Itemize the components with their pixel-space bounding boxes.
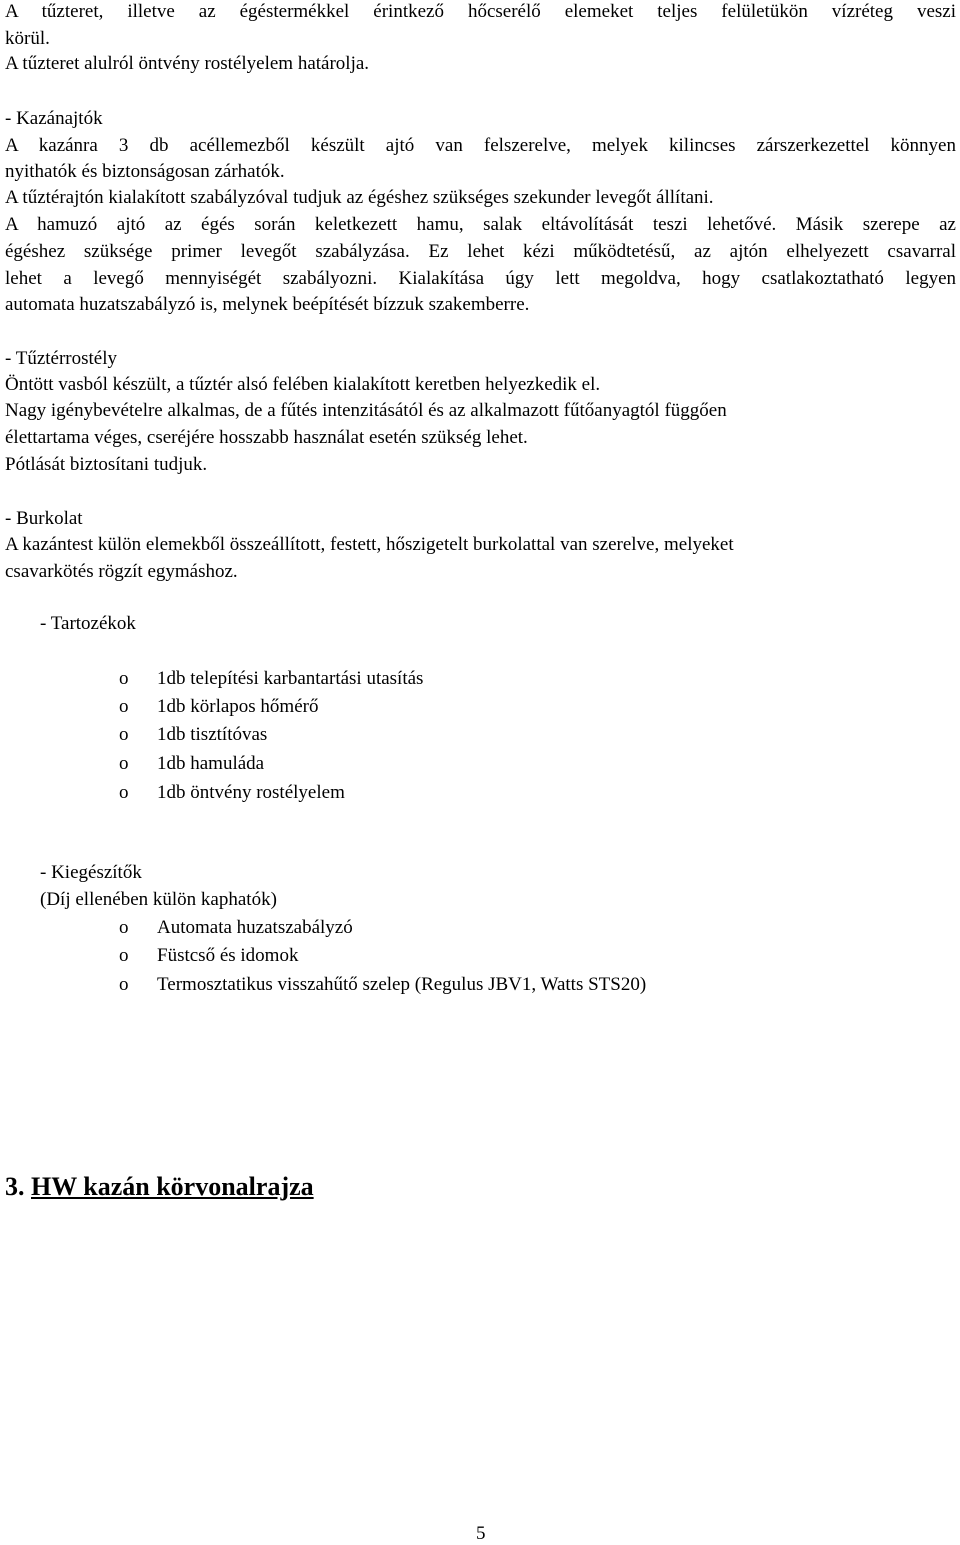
kazanajtok-heading: - Kazánajtók	[5, 108, 103, 129]
kiegeszitok-heading: - Kiegészítők	[40, 862, 142, 883]
list-item: Termosztatikus visszahűtő szelep (Regulus JBV1, Watts STS20)	[157, 974, 647, 995]
bullet-icon: o	[119, 782, 129, 803]
section-number: 3.	[5, 1172, 25, 1201]
section-title: HW kazán körvonalrajza	[31, 1172, 314, 1201]
kiegeszitok-note: (Díj ellenében külön kaphatók)	[40, 889, 277, 910]
list-item: Automata huzatszabályzó	[157, 917, 353, 938]
kazanajtok-line-6: lehet a levegő mennyiségét szabályozni. Kialakítása úgy lett megoldva, hogy csatlakoztatható legyen	[5, 268, 956, 289]
intro-line-2: körül.	[5, 28, 50, 49]
tartozekok-heading: - Tartozékok	[40, 613, 136, 634]
list-item: Füstcső és idomok	[157, 945, 299, 966]
bullet-icon: o	[119, 696, 129, 717]
kazanajtok-line-3: A tűztérajtón kialakított szabályzóval tudjuk az égéshez szükséges szekunder levegőt állítani.	[5, 187, 714, 208]
kazanajtok-line-1: A kazánra 3 db acéllemezből készült ajtó van felszerelve, melyek kilincses zárszerkezettel könnyen	[5, 135, 956, 156]
kazanajtok-line-5: égéshez szüksége primer levegőt szabályzása. Ez lehet kézi működtetésű, az ajtón elhelyezett csavarral	[5, 241, 956, 262]
section-heading	[5, 1172, 314, 1202]
bullet-icon: o	[119, 974, 129, 995]
list-item: 1db hamuláda	[157, 753, 265, 774]
bullet-icon: o	[119, 724, 129, 745]
bullet-icon: o	[119, 945, 129, 966]
bullet-icon: o	[119, 668, 129, 689]
list-item: 1db körlapos hőmérő	[157, 696, 319, 717]
tuzterrostely-heading: - Tűztérrostély	[5, 348, 118, 369]
tuzterrostely-line-4: Pótlását biztosítani tudjuk.	[5, 454, 208, 475]
burkolat-line-2: csavarkötés rögzít egymáshoz.	[5, 561, 238, 582]
page-number: 5	[476, 1523, 486, 1544]
bullet-icon: o	[119, 753, 129, 774]
tuzterrostely-line-2: Nagy igénybevételre alkalmas, de a fűtés intenzitásától és az alkalmazott fűtőanyagtól függően	[5, 400, 727, 421]
burkolat-line-1: A kazántest külön elemekből összeállított, festett, hőszigetelt burkolattal van szerelve, melyeket	[5, 534, 734, 555]
tuzterrostely-line-1: Öntött vasból készült, a tűztér alsó felében kialakított keretben helyezkedik el.	[5, 374, 601, 395]
intro-line-1: A tűzteret, illetve az égéstermékkel érintkező hőcserélő elemeket teljes felületükön vízréteg veszi	[5, 1, 956, 22]
kazanajtok-line-7: automata huzatszabályzó is, melynek beépítését bízzuk szakemberre.	[5, 294, 530, 315]
bullet-icon: o	[119, 917, 129, 938]
kazanajtok-line-2: nyithatók és biztonságosan zárhatók.	[5, 161, 285, 182]
list-item: 1db öntvény rostélyelem	[157, 782, 345, 803]
tuzterrostely-line-3: élettartama véges, cseréjére hosszabb használat esetén szükség lehet.	[5, 427, 528, 448]
kazanajtok-line-4: A hamuzó ajtó az égés során keletkezett hamu, salak eltávolítását teszi lehetővé. Másik szerepe az	[5, 214, 956, 235]
list-item: 1db telepítési karbantartási utasítás	[157, 668, 424, 689]
burkolat-heading: - Burkolat	[5, 508, 83, 529]
intro-line-3: A tűzteret alulról öntvény rostélyelem határolja.	[5, 53, 370, 74]
list-item: 1db tisztítóvas	[157, 724, 268, 745]
